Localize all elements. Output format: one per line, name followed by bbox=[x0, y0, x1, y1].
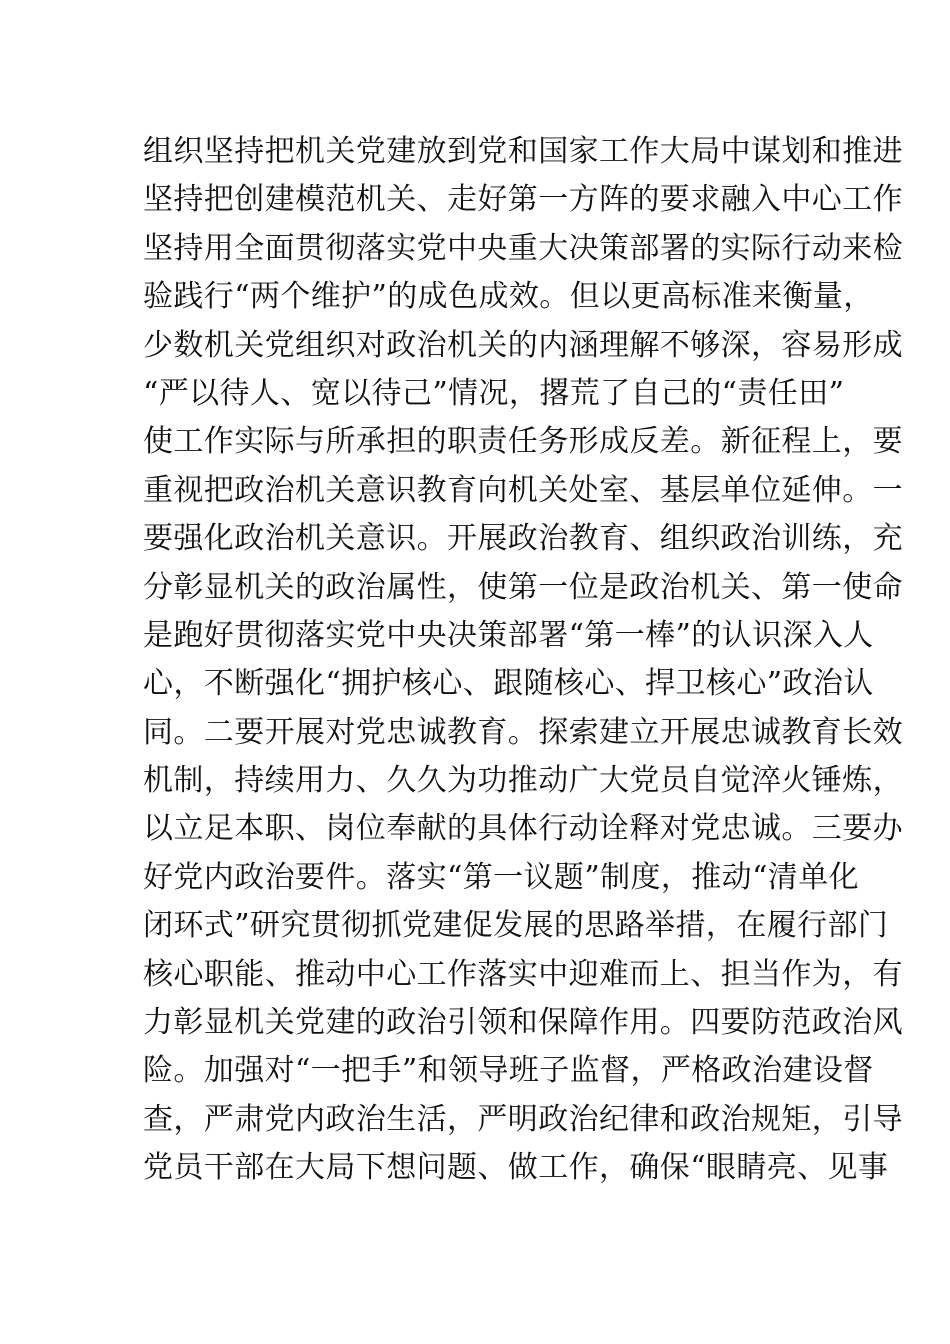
text-line: 组织坚持把机关党建放到党和国家工作大局中谋划和推进 bbox=[143, 134, 903, 169]
text-line: 闭环式”研究贯彻抓党建促发展的思路举措，在履行部门 bbox=[143, 908, 889, 944]
text-line: “严以待人、宽以待己”情况，撂荒了自己的“责任田” bbox=[143, 375, 845, 411]
text-line: 好党内政治要件。落实“第一议题”制度，推动“清单化 bbox=[143, 859, 860, 895]
text-line: 核心职能、推动中心工作落实中迎难而上、担当作为，有 bbox=[143, 956, 903, 992]
text-line: 险。加强对“一把手”和领导班子监督，严格政治建设督 bbox=[143, 1053, 874, 1089]
text-line: 力彰显机关党建的政治引领和保障作用。四要防范政治风 bbox=[143, 1005, 903, 1041]
text-line: 机制，持续用力、久久为功推动广大党员自觉淬火锤炼， bbox=[143, 763, 903, 799]
text-line: 是跑好贯彻落实党中央决策部署“第一棒”的认识深入人 bbox=[143, 617, 874, 653]
text-line: 查，严肃党内政治生活，严明政治纪律和政治规矩，引导 bbox=[143, 1101, 903, 1137]
text-line: 心，不断强化“拥护核心、跟随核心、捍卫核心”政治认 bbox=[143, 666, 874, 702]
text-line: 重视把政治机关意识教育向机关处室、基层单位延伸。一 bbox=[143, 472, 903, 508]
text-line: 坚持用全面贯彻落实党中央重大决策部署的实际行动来检 bbox=[143, 230, 903, 266]
text-line: 党员干部在大局下想问题、做工作，确保“眼睛亮、见事 bbox=[143, 1150, 889, 1186]
text-line: 少数机关党组织对政治机关的内涵理解不够深，容易形成 bbox=[143, 327, 903, 363]
text-line: 以立足本职、岗位奉献的具体行动诠释对党忠诚。三要办 bbox=[143, 811, 903, 847]
body-text bbox=[143, 128, 903, 1193]
text-line: 分彰显机关的政治属性，使第一位是政治机关、第一使命 bbox=[143, 569, 903, 605]
text-line: 要强化政治机关意识。开展政治教育、组织政治训练，充 bbox=[143, 521, 903, 557]
text-line: 验践行“两个维护”的成色成效。但以更高标准来衡量， bbox=[143, 279, 874, 315]
text-line: 坚持把创建模范机关、走好第一方阵的要求融入中心工作 bbox=[143, 182, 903, 218]
text-line: 同。二要开展对党忠诚教育。探索建立开展忠诚教育长效 bbox=[143, 714, 903, 750]
text-line: 使工作实际与所承担的职责任务形成反差。新征程上，要 bbox=[143, 424, 903, 460]
